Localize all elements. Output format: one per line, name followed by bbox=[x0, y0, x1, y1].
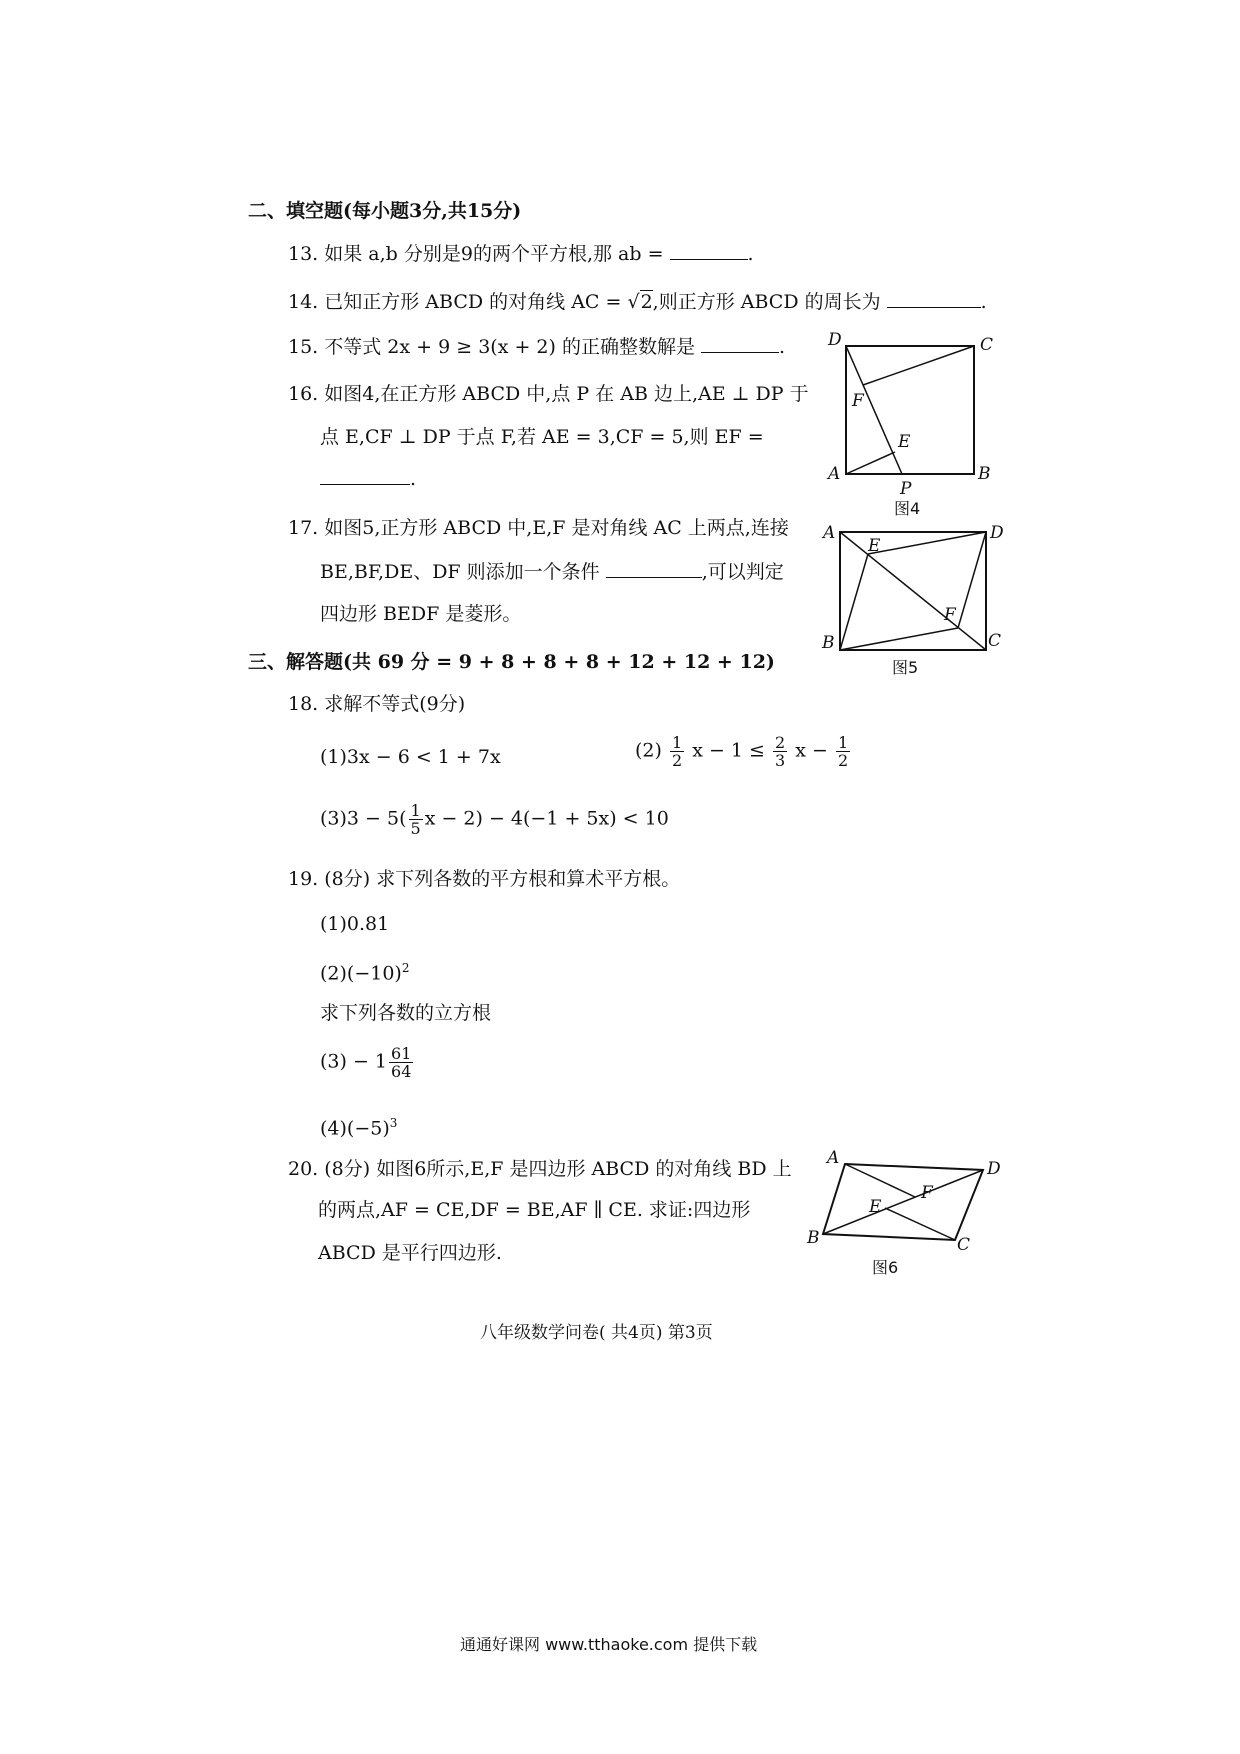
figure-5 bbox=[818, 520, 1008, 660]
figure-4-caption: 图4 bbox=[894, 499, 921, 518]
label-e: E bbox=[898, 432, 911, 452]
section-2-title: 二、填空题(每小题3分,共15分) bbox=[248, 200, 522, 222]
question-17-line-2 bbox=[320, 559, 784, 585]
label-a: A bbox=[828, 464, 841, 484]
fraction-denominator: 3 bbox=[775, 751, 786, 770]
diagonal-bd bbox=[823, 1170, 983, 1234]
question-19-part-4 bbox=[320, 1110, 397, 1141]
fraction-denominator: 2 bbox=[837, 751, 849, 770]
fraction bbox=[409, 802, 423, 837]
question-14 bbox=[288, 289, 987, 315]
segment-ae bbox=[846, 452, 895, 474]
sqrt-value: 2 bbox=[640, 291, 653, 313]
question-number: 13. bbox=[288, 243, 319, 265]
segment-be bbox=[840, 554, 868, 650]
expression: (3)3 − 5( bbox=[320, 807, 407, 830]
label-f: F bbox=[944, 605, 956, 625]
question-number: 18. bbox=[288, 693, 319, 715]
question-17-line-3: 四边形 BEDF 是菱形。 bbox=[320, 603, 522, 625]
section-3-title: 三、解答题(共 69 分 = 9 + 8 + 8 + 8 + 12 + 12 + 12) bbox=[248, 651, 775, 673]
label-d: D bbox=[828, 330, 842, 350]
question-19-part-2 bbox=[320, 955, 409, 986]
fraction-denominator: 2 bbox=[671, 751, 683, 770]
question-20-line-1 bbox=[288, 1156, 792, 1182]
label-b: B bbox=[822, 633, 835, 653]
question-19-title bbox=[288, 866, 680, 892]
fraction bbox=[670, 734, 684, 769]
question-18-part-2 bbox=[635, 734, 852, 769]
question-19-subtitle: 求下列各数的立方根 bbox=[320, 1002, 492, 1024]
question-17-line-1 bbox=[288, 515, 789, 541]
answer-blank bbox=[701, 334, 779, 353]
fraction bbox=[389, 1045, 413, 1080]
question-number: 20. bbox=[288, 1158, 319, 1180]
answer-blank bbox=[670, 241, 748, 260]
label-e: E bbox=[868, 536, 881, 556]
fraction bbox=[836, 734, 850, 769]
figure-5-caption: 图5 bbox=[892, 658, 919, 677]
page-footer: 八年级数学问卷( 共4页) 第3页 bbox=[480, 1323, 713, 1343]
segment-bf bbox=[840, 628, 958, 650]
expression: (2)(−10) bbox=[320, 962, 402, 985]
segment-de bbox=[868, 532, 986, 554]
question-number: 16. bbox=[288, 383, 319, 405]
answer-blank bbox=[320, 466, 410, 485]
label-c: C bbox=[957, 1235, 971, 1255]
expression: (3) − 1 bbox=[320, 1050, 388, 1073]
site-credit: 通通好课网 www.tthaoke.com 提供下载 bbox=[460, 1635, 758, 1654]
question-number: 15. bbox=[288, 336, 319, 358]
label-d: D bbox=[990, 523, 1004, 543]
question-18-title bbox=[288, 691, 465, 717]
period: . bbox=[779, 336, 786, 358]
label-c: C bbox=[988, 631, 1002, 651]
part-label: (2) bbox=[635, 739, 662, 762]
question-13 bbox=[288, 241, 754, 267]
question-19-part-1: (1)0.81 bbox=[320, 913, 390, 935]
label-b: B bbox=[978, 464, 991, 484]
question-text-cont: ,则正方形 ABCD 的周长为 bbox=[652, 291, 881, 313]
question-text: 如图5,正方形 ABCD 中,E,F 是对角线 AC 上两点,连接 bbox=[324, 517, 789, 539]
question-16-line-3 bbox=[320, 466, 416, 492]
label-c: C bbox=[980, 335, 994, 355]
answer-blank bbox=[606, 559, 702, 578]
square-abcd bbox=[846, 346, 974, 474]
expression: x − bbox=[795, 739, 828, 762]
question-text: 已知正方形 ABCD 的对角线 AC = bbox=[324, 291, 622, 313]
question-number: 19. bbox=[288, 868, 319, 890]
sqrt-sign: √ bbox=[627, 291, 640, 313]
figure-6-caption: 图6 bbox=[872, 1258, 899, 1277]
period: . bbox=[410, 468, 417, 490]
label-b: B bbox=[807, 1228, 820, 1248]
segment-af bbox=[845, 1164, 915, 1197]
label-d: D bbox=[987, 1159, 1001, 1179]
fraction-numerator: 2 bbox=[775, 733, 786, 752]
fraction-numerator: 1 bbox=[837, 733, 849, 752]
segment-ce bbox=[885, 1208, 955, 1240]
question-15 bbox=[288, 334, 785, 360]
figure-6 bbox=[805, 1150, 1015, 1260]
question-text: 不等式 2x + 9 ≥ 3(x + 2) 的正确整数解是 bbox=[324, 336, 695, 358]
fraction-numerator: 1 bbox=[410, 801, 421, 820]
question-19-part-3 bbox=[320, 1045, 415, 1080]
question-16-line-2: 点 E,CF ⊥ DP 于点 F,若 AE = 3,CF = 5,则 EF = bbox=[320, 426, 764, 448]
label-p: P bbox=[900, 479, 912, 499]
question-text: 如果 a,b 分别是9的两个平方根,那 ab = bbox=[324, 243, 664, 265]
question-20-line-3: ABCD 是平行四边形. bbox=[318, 1242, 502, 1264]
expression: x − 1 ≤ bbox=[692, 739, 765, 762]
fraction-denominator: 64 bbox=[391, 1062, 412, 1081]
label-a: A bbox=[823, 523, 836, 543]
fraction-denominator: 5 bbox=[410, 819, 421, 838]
fraction-numerator: 1 bbox=[671, 733, 683, 752]
question-text: 如图4,在正方形 ABCD 中,点 P 在 AB 边上,AE ⊥ DP 于 bbox=[324, 383, 809, 405]
question-text-cont: ,可以判定 bbox=[701, 561, 784, 583]
question-text: (8分) 如图6所示,E,F 是四边形 ABCD 的对角线 BD 上 bbox=[324, 1158, 792, 1180]
expression: x − 2) − 4(−1 + 5x) < 10 bbox=[424, 807, 669, 830]
question-text: (8分) 求下列各数的平方根和算术平方根。 bbox=[324, 868, 681, 890]
exponent: 2 bbox=[401, 961, 410, 975]
label-a: A bbox=[827, 1150, 840, 1168]
question-16-line-1 bbox=[288, 381, 809, 407]
period: . bbox=[747, 243, 754, 265]
question-number: 14. bbox=[288, 291, 319, 313]
label-e: E bbox=[869, 1197, 882, 1217]
answer-blank bbox=[887, 289, 981, 308]
expression: (4)(−5) bbox=[320, 1117, 390, 1140]
question-text: 求解不等式(9分) bbox=[324, 693, 466, 715]
diagonal-ac bbox=[840, 532, 986, 650]
question-number: 17. bbox=[288, 517, 319, 539]
segment-cf bbox=[863, 346, 974, 385]
label-f: F bbox=[852, 391, 864, 411]
question-20-line-2: 的两点,AF = CE,DF = BE,AF ∥ CE. 求证:四边形 bbox=[318, 1199, 751, 1221]
label-f: F bbox=[921, 1183, 933, 1203]
question-text: BE,BF,DE、DF 则添加一个条件 bbox=[320, 561, 600, 583]
question-18-part-1: (1)3x − 6 < 1 + 7x bbox=[320, 746, 501, 768]
exponent: 3 bbox=[389, 1116, 398, 1130]
fraction-numerator: 61 bbox=[391, 1044, 412, 1063]
period: . bbox=[980, 291, 987, 313]
fraction bbox=[773, 734, 787, 769]
segment-df bbox=[958, 532, 986, 628]
question-18-part-3 bbox=[320, 802, 669, 837]
